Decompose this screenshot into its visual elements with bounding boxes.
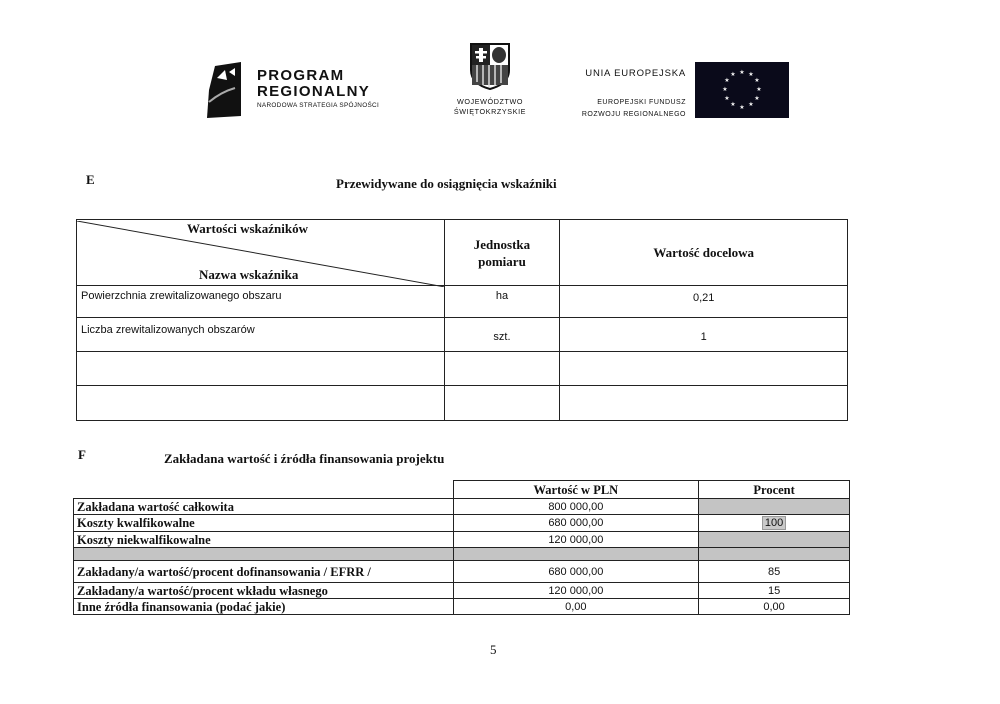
svg-text:★: ★ (730, 71, 736, 78)
header-value-pln: Wartość w PLN (453, 481, 699, 499)
svg-text:★: ★ (748, 71, 754, 78)
table-row (74, 515, 850, 532)
indicator-value (560, 386, 848, 421)
indicator-name: Liczba zrewitalizowanych obszarów (77, 318, 445, 352)
financing-percent: 85 (699, 561, 850, 583)
indicator-name: Powierzchnia zrewitalizowanego obszaru (77, 286, 445, 318)
program-title-line1: PROGRAM (257, 67, 345, 84)
indicator-unit: szt. (444, 318, 560, 352)
financing-label: Zakładany/a wartość/procent wkładu własnego (74, 583, 454, 599)
indicator-value (560, 352, 848, 386)
financing-value: 0,00 (453, 599, 699, 615)
table-row (74, 583, 850, 599)
svg-text:★: ★ (722, 86, 728, 93)
financing-header-row (74, 481, 850, 499)
program-regionalny-logo (205, 62, 415, 122)
financing-percent (699, 499, 850, 515)
financing-label: Koszty niekwalfikowalne (74, 532, 454, 548)
header-percent: Procent (699, 481, 850, 499)
indicator-unit: ha (444, 286, 560, 318)
table-row (74, 499, 850, 515)
financing-header-empty (74, 481, 454, 499)
financing-percent (699, 532, 850, 548)
region-logo (420, 42, 560, 122)
eu-line1: UNIA EUROPEJSKA (585, 68, 686, 79)
section-f-letter: F (78, 447, 86, 462)
svg-text:★: ★ (724, 77, 730, 84)
indicator-name (77, 386, 445, 421)
header-indicator-values: Wartości wskaźników (187, 220, 308, 236)
separator-cell (74, 548, 454, 561)
financing-percent-cell (699, 515, 850, 532)
eu-line2: EUROPEJSKI FUNDUSZ (597, 99, 686, 106)
program-title-line2: REGIONALNY (257, 83, 371, 100)
section-e-title: Przewidywane do osiągnięcia wskaźniki (336, 176, 557, 191)
financing-value: 120 000,00 (453, 532, 699, 548)
financing-percent: 0,00 (699, 599, 850, 615)
eu-flag-icon (695, 62, 789, 118)
table-row (74, 532, 850, 548)
section-e-letter: E (86, 172, 95, 187)
table-row (74, 599, 850, 615)
financing-label: Zakładana wartość całkowita (74, 499, 454, 515)
financing-label: Koszty kwalfikowalne (74, 515, 454, 532)
table-row (74, 561, 850, 583)
separator-cell (699, 548, 850, 561)
indicators-header-row (77, 220, 848, 286)
header-unit-line2: pomiaru (478, 253, 526, 269)
region-line2: ŚWIĘTOKRZYSKIE (453, 107, 527, 116)
financing-label: Inne źródła finansowania (podać jakie) (74, 599, 454, 615)
financing-label: Zakładany/a wartość/procent dofinansowania / EFRR / (74, 561, 454, 583)
page-number: 5 (490, 642, 497, 657)
program-regionalny-mark-icon (205, 62, 245, 118)
header-unit-line1: Jednostka (473, 236, 531, 252)
eu-logo (565, 62, 790, 122)
header-indicator-name: Nazwa wskaźnika (199, 266, 299, 282)
region-crest-icon (469, 42, 511, 90)
svg-text:★: ★ (739, 104, 745, 111)
svg-text:★: ★ (730, 101, 736, 108)
indicator-unit (444, 386, 560, 421)
financing-percent: 15 (699, 583, 850, 599)
financing-value: 680 000,00 (453, 515, 699, 532)
separator-row (74, 548, 850, 561)
financing-percent: 100 (762, 516, 786, 530)
table-row (77, 318, 848, 352)
svg-text:★: ★ (739, 69, 745, 76)
indicator-name (77, 352, 445, 386)
financing-value: 800 000,00 (453, 499, 699, 515)
section-f-title: Zakładana wartość i źródła finansowania projektu (164, 451, 445, 466)
eu-fund-text (582, 97, 686, 121)
svg-text:★: ★ (724, 95, 730, 102)
svg-text:★: ★ (748, 101, 754, 108)
indicators-diagonal-header-cell (77, 220, 445, 286)
separator-cell (453, 548, 699, 561)
svg-text:★: ★ (754, 95, 760, 102)
region-line1: WOJEWÓDZTWO (456, 97, 524, 106)
eu-line3: ROZWOJU REGIONALNEGO (581, 111, 686, 118)
program-subtitle: NARODOWA STRATEGIA SPÓJNOŚCI (257, 102, 380, 109)
financing-value: 680 000,00 (453, 561, 699, 583)
svg-text:★: ★ (754, 77, 760, 84)
financing-value: 120 000,00 (453, 583, 699, 599)
table-row (77, 352, 848, 386)
indicator-value: 1 (560, 318, 848, 352)
header-unit (444, 220, 560, 286)
indicators-table (76, 219, 848, 421)
svg-text:★: ★ (756, 86, 762, 93)
header-target-value: Wartość docelowa (560, 220, 848, 286)
indicator-value: 0,21 (560, 286, 848, 318)
table-row (77, 286, 848, 318)
indicator-unit (444, 352, 560, 386)
financing-table (73, 480, 850, 615)
table-row (77, 386, 848, 421)
